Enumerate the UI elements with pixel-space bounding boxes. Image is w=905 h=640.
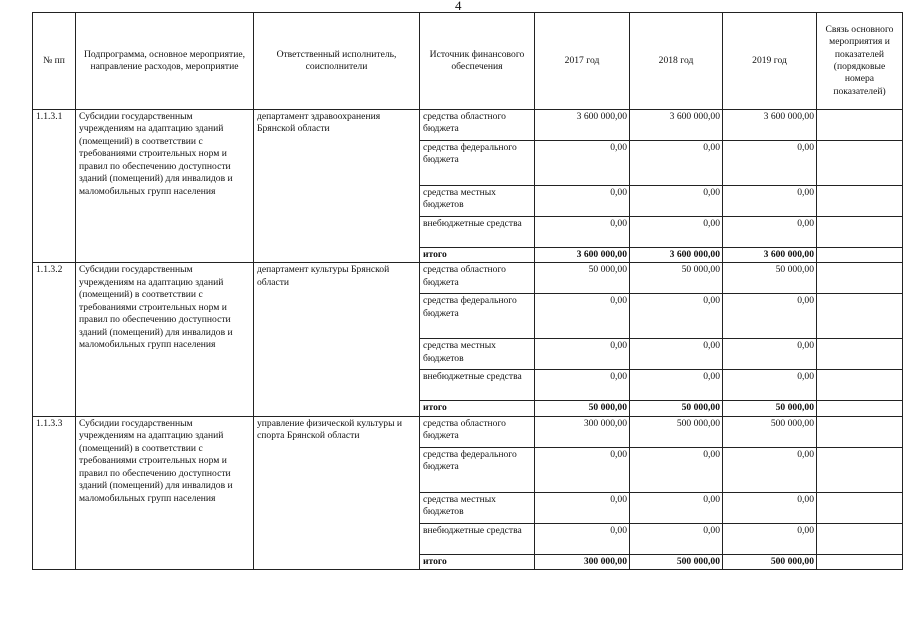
funding-source: внебюджетные средства bbox=[420, 370, 535, 401]
indicator-link-cell bbox=[817, 339, 903, 370]
page-number: 4 bbox=[455, 0, 462, 13]
amount-2017: 0,00 bbox=[535, 294, 630, 339]
item-number: 1.1.3.1 bbox=[33, 110, 76, 263]
amount-2017: 300 000,00 bbox=[535, 554, 630, 569]
indicator-link-cell bbox=[817, 401, 903, 416]
total-label: итого bbox=[420, 554, 535, 569]
amount-2019: 500 000,00 bbox=[723, 554, 817, 569]
indicator-link-cell bbox=[817, 186, 903, 217]
amount-2017: 50 000,00 bbox=[535, 263, 630, 294]
item-executor: департамент культуры Брянской области bbox=[254, 263, 420, 416]
amount-2019: 3 600 000,00 bbox=[723, 248, 817, 263]
header-executor: Ответственный исполнитель, соисполнители bbox=[254, 13, 420, 110]
item-name: Субсидии государственным учреждениям на адаптацию зданий (помещений) в соответствии с требованиями строительных норм и правил по обеспечению доступности зданий (помещений) для инвалидов и маломобильных групп населения bbox=[76, 110, 254, 263]
header-2017: 2017 год bbox=[535, 13, 630, 110]
amount-2017: 0,00 bbox=[535, 141, 630, 186]
amount-2017: 0,00 bbox=[535, 339, 630, 370]
indicator-link-cell bbox=[817, 110, 903, 141]
amount-2019: 0,00 bbox=[723, 294, 817, 339]
amount-2019: 0,00 bbox=[723, 186, 817, 217]
indicator-link-cell bbox=[817, 294, 903, 339]
amount-2018: 0,00 bbox=[630, 447, 723, 492]
funding-source: средства местных бюджетов bbox=[420, 492, 535, 523]
amount-2019: 50 000,00 bbox=[723, 263, 817, 294]
amount-2018: 500 000,00 bbox=[630, 416, 723, 447]
amount-2018: 50 000,00 bbox=[630, 401, 723, 416]
amount-2017: 50 000,00 bbox=[535, 401, 630, 416]
amount-2017: 300 000,00 bbox=[535, 416, 630, 447]
funding-source: средства местных бюджетов bbox=[420, 339, 535, 370]
table-row bbox=[33, 110, 903, 141]
indicator-link-cell bbox=[817, 492, 903, 523]
item-number: 1.1.3.3 bbox=[33, 416, 76, 569]
indicator-link-cell bbox=[817, 217, 903, 248]
amount-2019: 0,00 bbox=[723, 492, 817, 523]
header-link: Связь основного мероприятия и показателей (порядковые номера показателей) bbox=[817, 13, 903, 110]
item-executor: управление физической культуры и спорта Брянской области bbox=[254, 416, 420, 569]
item-name: Субсидии государственным учреждениям на адаптацию зданий (помещений) в соответствии с требованиями строительных норм и правил по обеспечению доступности зданий (помещений) для инвалидов и маломобильных групп населения bbox=[76, 416, 254, 569]
funding-source: средства федерального бюджета bbox=[420, 294, 535, 339]
table-row bbox=[33, 263, 903, 294]
funding-source: средства областного бюджета bbox=[420, 416, 535, 447]
indicator-link-cell bbox=[817, 523, 903, 554]
header-row bbox=[33, 13, 903, 110]
funding-source: внебюджетные средства bbox=[420, 523, 535, 554]
item-number: 1.1.3.2 bbox=[33, 263, 76, 416]
amount-2019: 0,00 bbox=[723, 447, 817, 492]
header-source: Источник финансового обеспечения bbox=[420, 13, 535, 110]
indicator-link-cell bbox=[817, 141, 903, 186]
amount-2018: 0,00 bbox=[630, 492, 723, 523]
amount-2018: 0,00 bbox=[630, 141, 723, 186]
indicator-link-cell bbox=[817, 447, 903, 492]
amount-2017: 0,00 bbox=[535, 492, 630, 523]
amount-2017: 0,00 bbox=[535, 370, 630, 401]
funding-source: средства областного бюджета bbox=[420, 110, 535, 141]
amount-2017: 3 600 000,00 bbox=[535, 110, 630, 141]
indicator-link-cell bbox=[817, 416, 903, 447]
amount-2017: 3 600 000,00 bbox=[535, 248, 630, 263]
indicator-link-cell bbox=[817, 554, 903, 569]
table-body bbox=[33, 110, 903, 570]
financing-table bbox=[32, 12, 903, 570]
funding-source: внебюджетные средства bbox=[420, 217, 535, 248]
amount-2019: 0,00 bbox=[723, 141, 817, 186]
amount-2018: 0,00 bbox=[630, 294, 723, 339]
amount-2018: 50 000,00 bbox=[630, 263, 723, 294]
funding-source: средства федерального бюджета bbox=[420, 141, 535, 186]
amount-2019: 50 000,00 bbox=[723, 401, 817, 416]
item-name: Субсидии государственным учреждениям на адаптацию зданий (помещений) в соответствии с требованиями строительных норм и правил по обеспечению доступности зданий (помещений) для инвалидов и маломобильных групп населения bbox=[76, 263, 254, 416]
amount-2018: 0,00 bbox=[630, 523, 723, 554]
amount-2018: 3 600 000,00 bbox=[630, 110, 723, 141]
item-executor: департамент здравоохранения Брянской области bbox=[254, 110, 420, 263]
total-label: итого bbox=[420, 248, 535, 263]
indicator-link-cell bbox=[817, 248, 903, 263]
amount-2019: 0,00 bbox=[723, 370, 817, 401]
amount-2018: 0,00 bbox=[630, 339, 723, 370]
header-2019: 2019 год bbox=[723, 13, 817, 110]
amount-2019: 3 600 000,00 bbox=[723, 110, 817, 141]
funding-source: средства областного бюджета bbox=[420, 263, 535, 294]
funding-source: средства федерального бюджета bbox=[420, 447, 535, 492]
header-num: № пп bbox=[33, 13, 76, 110]
amount-2018: 0,00 bbox=[630, 370, 723, 401]
amount-2018: 500 000,00 bbox=[630, 554, 723, 569]
amount-2019: 0,00 bbox=[723, 217, 817, 248]
header-2018: 2018 год bbox=[630, 13, 723, 110]
amount-2018: 0,00 bbox=[630, 186, 723, 217]
indicator-link-cell bbox=[817, 263, 903, 294]
amount-2018: 0,00 bbox=[630, 217, 723, 248]
indicator-link-cell bbox=[817, 370, 903, 401]
amount-2018: 3 600 000,00 bbox=[630, 248, 723, 263]
amount-2019: 0,00 bbox=[723, 523, 817, 554]
amount-2017: 0,00 bbox=[535, 186, 630, 217]
funding-source: средства местных бюджетов bbox=[420, 186, 535, 217]
amount-2019: 500 000,00 bbox=[723, 416, 817, 447]
amount-2017: 0,00 bbox=[535, 523, 630, 554]
table-row bbox=[33, 416, 903, 447]
amount-2017: 0,00 bbox=[535, 217, 630, 248]
total-label: итого bbox=[420, 401, 535, 416]
amount-2019: 0,00 bbox=[723, 339, 817, 370]
header-program: Подпрограмма, основное мероприятие, направление расходов, мероприятие bbox=[76, 13, 254, 110]
amount-2017: 0,00 bbox=[535, 447, 630, 492]
